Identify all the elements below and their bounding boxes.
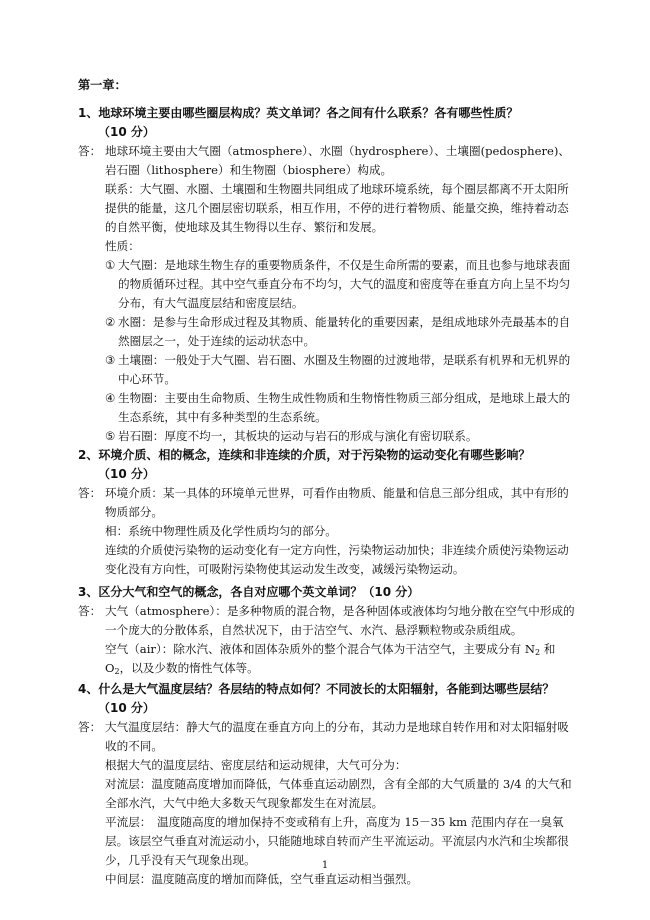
answer-3-air: [105, 640, 578, 678]
answer-2-prefix: 答：: [78, 486, 102, 500]
item-number: ①: [105, 258, 116, 272]
answer-1-props-label: 性质：: [105, 239, 140, 253]
document-body: [78, 76, 578, 889]
n2-subscript: 2: [534, 648, 541, 657]
item-number: ③: [105, 353, 116, 367]
item-text: 岩石圈：厚度不均一，其板块的运动与岩石的形成与演化有密切联系。: [118, 429, 478, 443]
item-text: 土壤圈：一般处于大气圈、岩石圈、水圈及生物圈的过渡地带，是联系有机界和无机界的中心环节。: [118, 353, 571, 386]
question-1-score: （10 分）: [98, 125, 155, 139]
question-4: [78, 680, 578, 718]
item-text: 生物圈：主要由生命物质、生物生成性物质和生物惰性物质三部分组成，是地球上最大的生态系统，其中有多种类型的生态系统。: [118, 391, 571, 424]
question-2-title: 2、环境介质、相的概念，连续和非连续的介质，对于污染物的运动变化有哪些影响？: [78, 448, 531, 462]
question-2: [78, 446, 578, 484]
answer-4-mesosphere: 中间层：温度随高度的增加而降低，空气垂直运动相当强烈。: [105, 872, 419, 886]
answer-4-definition: 大气温度层结：静大气的温度在垂直方向上的分布，其动力是地球自转作用和对太阳辐射吸收的不同。: [105, 720, 569, 753]
answer-3-atmosphere: 大气（atmosphere）：是多种物质的混合物，是各种固体或液体均匀地分散在空气中形成的一个庞大的分散体系，自然状况下，由于洁空气、水汽、悬浮颗粒物或杂质组成。: [105, 604, 575, 637]
answer-4-intro: 根据大气的温度层结、密度层结和运动规律，大气可分为：: [105, 758, 407, 772]
question-3-title: 3、区分大气和空气的概念，各自对应哪个英文单词？（10 分）: [78, 585, 420, 599]
item-number: ④: [105, 391, 116, 405]
air-text-part: 空气（air）：除水汽、液体和固体杂质外的整个混合气体为干洁空气，主要成分有 N: [105, 642, 535, 656]
air-text-part: 和 O: [105, 642, 556, 675]
answer-1: [78, 142, 578, 446]
answer-1-item: [105, 256, 578, 313]
answer-4-troposphere: 对流层：温度随高度增加而降低，气体垂直运动剧烈，含有全部的大气质量的 3/4 的大气和全部水汽，大气中绝大多数天气现象都发生在对流层。: [105, 777, 572, 810]
answer-3: [78, 602, 578, 678]
answer-1-prefix: 答：: [78, 144, 102, 158]
page-number: 1: [321, 860, 329, 871]
answer-2-phase: 相：系统中物理性质及化学性质均匀的部分。: [105, 524, 337, 538]
question-4-title: 4、什么是大气温度层结？各层结的特点如何？不同波长的太阳辐射，各能到达哪些层结？: [78, 682, 555, 696]
answer-2-continuous: 连续的介质使污染物的运动变化有一定方向性，污染物运动加快；非连续介质使污染物运动变化没有方向性，可吸附污染物使其运动发生改变，减缓污染物运动。: [105, 543, 569, 576]
question-3: [78, 583, 578, 602]
answer-1-item: [105, 389, 578, 427]
question-1-title: 1、地球环境主要由哪些圈层构成？英文单词？各之间有什么联系？各有哪些性质？: [78, 106, 519, 120]
item-text: 水圈：是参与生命形成过程及其物质、能量转化的重要因素，是组成地球外壳最基本的自然圈层之一，处于连续的运动状态中。: [118, 315, 571, 348]
answer-4-stratosphere: 平流层： 温度随高度的增加保持不变或稍有上升，高度为 15－35 km 范围内存在一臭氧层。该层空气垂直对流运动小，只能随地球自转而产生平流运动。平流层内水汽和尘埃都很少，几乎没有天气现象出现。: [105, 815, 569, 867]
answer-3-prefix: 答：: [78, 604, 102, 618]
o2-subscript: 2: [114, 667, 120, 676]
answer-1-item: [105, 313, 578, 351]
air-text-part: ，以及少数的惰性气体等。: [119, 661, 259, 675]
answer-1-item: [105, 427, 578, 446]
item-number: ②: [105, 315, 116, 329]
item-text: 大气圈：是地球生物生存的重要物质条件，不仅是生命所需的要素，而且也参与地球表面的物质循环过程。其中空气垂直分布不均匀，大气的温度和密度等在垂直方向上呈不均匀分布，有大气温度层结和密度层结。: [118, 258, 571, 310]
chapter-heading: 第一章：: [78, 78, 127, 92]
answer-1-relation: 联系：大气圈、水圈、土壤圈和生物圈共同组成了地球环境系统，每个圈层都离不开太阳所提供的能量，这几个圈层密切联系，相互作用，不停的进行着物质、能量交换，维持着动态的自然平衡，使地球及其生物得以生存、繁衍和发展。: [105, 182, 569, 234]
item-number: ⑤: [105, 429, 116, 443]
question-4-score: （10 分）: [98, 701, 155, 715]
answer-2-medium: 环境介质：某一具体的环境单元世界，可看作由物质、能量和信息三部分组成，其中有形的物质部分。: [105, 486, 569, 519]
answer-1-main: 地球环境主要由大气圈（atmosphere）、水圈（hydrosphere）、土壤圈(pedosphere)、岩石圈（lithosphere）和生物圈（biosphere）构成。: [105, 144, 571, 177]
question-1: [78, 104, 578, 142]
answer-2: [78, 484, 578, 579]
answer-4-prefix: 答：: [78, 720, 102, 734]
answer-1-item: [105, 351, 578, 389]
question-2-score: （10 分）: [98, 467, 155, 481]
